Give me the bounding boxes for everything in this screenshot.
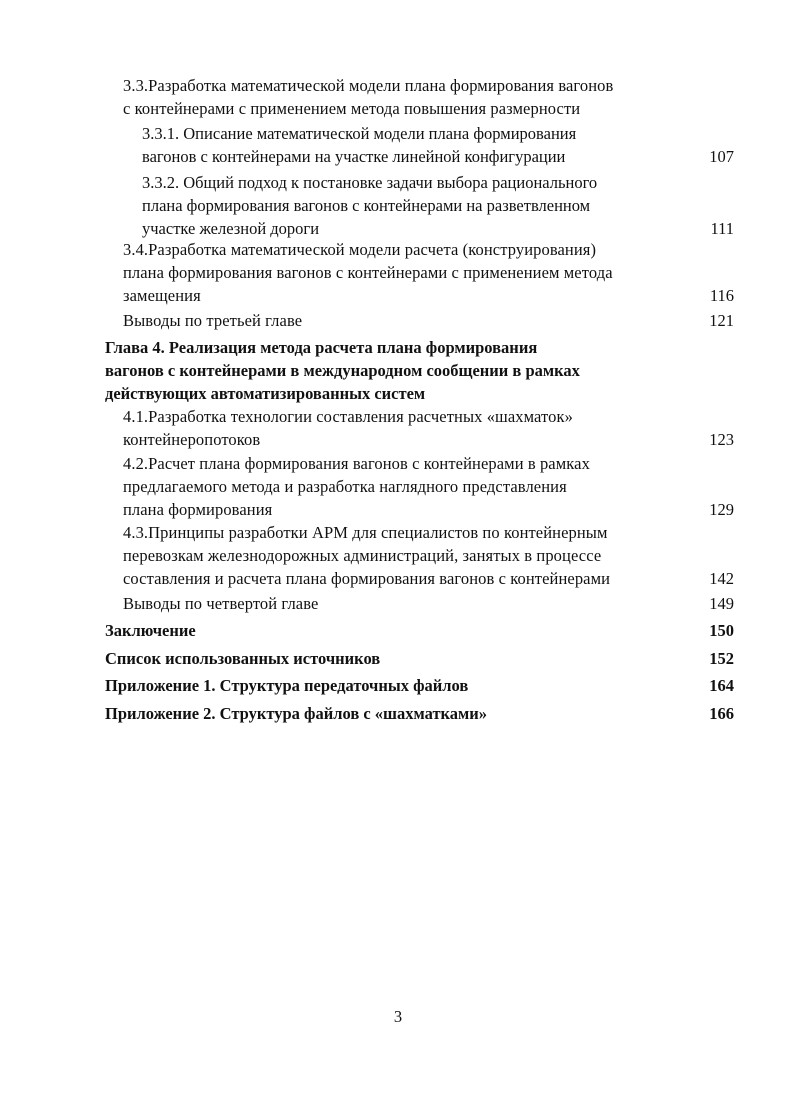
- toc-entry-page: 116: [709, 286, 734, 305]
- toc-entry-title: Заключение: [105, 621, 196, 640]
- toc-entry-3-3-2: [142, 171, 734, 240]
- toc-entry-title: 3.4.Разработка математической модели расчета (конструирования) плана формирования вагонов с контейнерами с применением метода замещения: [123, 240, 613, 305]
- toc-entry-title: Выводы по четвертой главе: [123, 594, 319, 613]
- toc-entry-chapter-4: [105, 336, 734, 405]
- toc-entry-references: [105, 647, 734, 670]
- toc-entry-title: 3.3.2. Общий подход к постановке задачи выбора рационального плана формирования вагонов с контейнерами на разветвленном участке железной дороги: [142, 173, 598, 238]
- toc-entry-3-3: [123, 74, 734, 120]
- toc-entry-conclusion: [105, 619, 734, 642]
- toc-entry-title: Список использованных источников: [105, 649, 381, 668]
- toc-entry-conclusions-ch4: [123, 592, 734, 615]
- toc-entry-3-3-1: [142, 122, 734, 168]
- toc-entry-page: 129: [709, 500, 734, 519]
- toc-entry-4-1: [123, 405, 734, 451]
- toc-entry-page: 166: [709, 704, 734, 723]
- toc-entry-conclusions-ch3: [123, 309, 734, 332]
- toc-entry-title: 3.3.1. Описание математической модели плана формирования вагонов с контейнерами на участке линейной конфигурации: [142, 124, 577, 166]
- toc-entry-page: 149: [709, 594, 734, 613]
- toc-entry-appendix-1: [105, 674, 734, 697]
- toc-entry-title: Выводы по третьей главе: [123, 311, 303, 330]
- toc-entry-4-3: [123, 521, 734, 590]
- toc-entry-page: 107: [709, 147, 734, 166]
- page-number: 3: [393, 1007, 403, 1026]
- toc-entry-4-2: [123, 452, 734, 521]
- toc-entry-title: 3.3.Разработка математической модели плана формирования вагонов с контейнерами с применением метода повышения размерности: [123, 76, 614, 118]
- toc-entry-title: Приложение 2. Структура файлов с «шахматками»: [105, 704, 488, 723]
- toc-entry-page: 164: [709, 676, 734, 695]
- toc-entry-title: 4.2.Расчет плана формирования вагонов с контейнерами в рамках предлагаемого метода и разработка наглядного представления плана формирования: [123, 454, 590, 519]
- toc-entry-appendix-2: [105, 702, 734, 725]
- toc-entry-page: 111: [710, 219, 734, 238]
- toc-entry-title: Глава 4. Реализация метода расчета плана формирования вагонов с контейнерами в международном сообщении в рамках действующих автоматизированных систем: [105, 338, 580, 403]
- toc-entry-page: 121: [709, 311, 734, 330]
- toc-entry-page: 123: [709, 430, 734, 449]
- toc-entry-title: 4.3.Принципы разработки АРМ для специалистов по контейнерным перевозкам железнодорожных администраций, занятых в процессе составления и расчета плана формирования вагонов с контейнерами: [123, 523, 611, 588]
- toc-entry-page: 150: [709, 621, 734, 640]
- toc-entry-page: 142: [709, 569, 734, 588]
- toc-entry-3-4: [123, 238, 734, 307]
- toc-entry-title: 4.1.Разработка технологии составления расчетных «шахматок» контейнеропотоков: [123, 407, 573, 449]
- toc-entry-page: 152: [709, 649, 734, 668]
- toc-entry-title: Приложение 1. Структура передаточных файлов: [105, 676, 469, 695]
